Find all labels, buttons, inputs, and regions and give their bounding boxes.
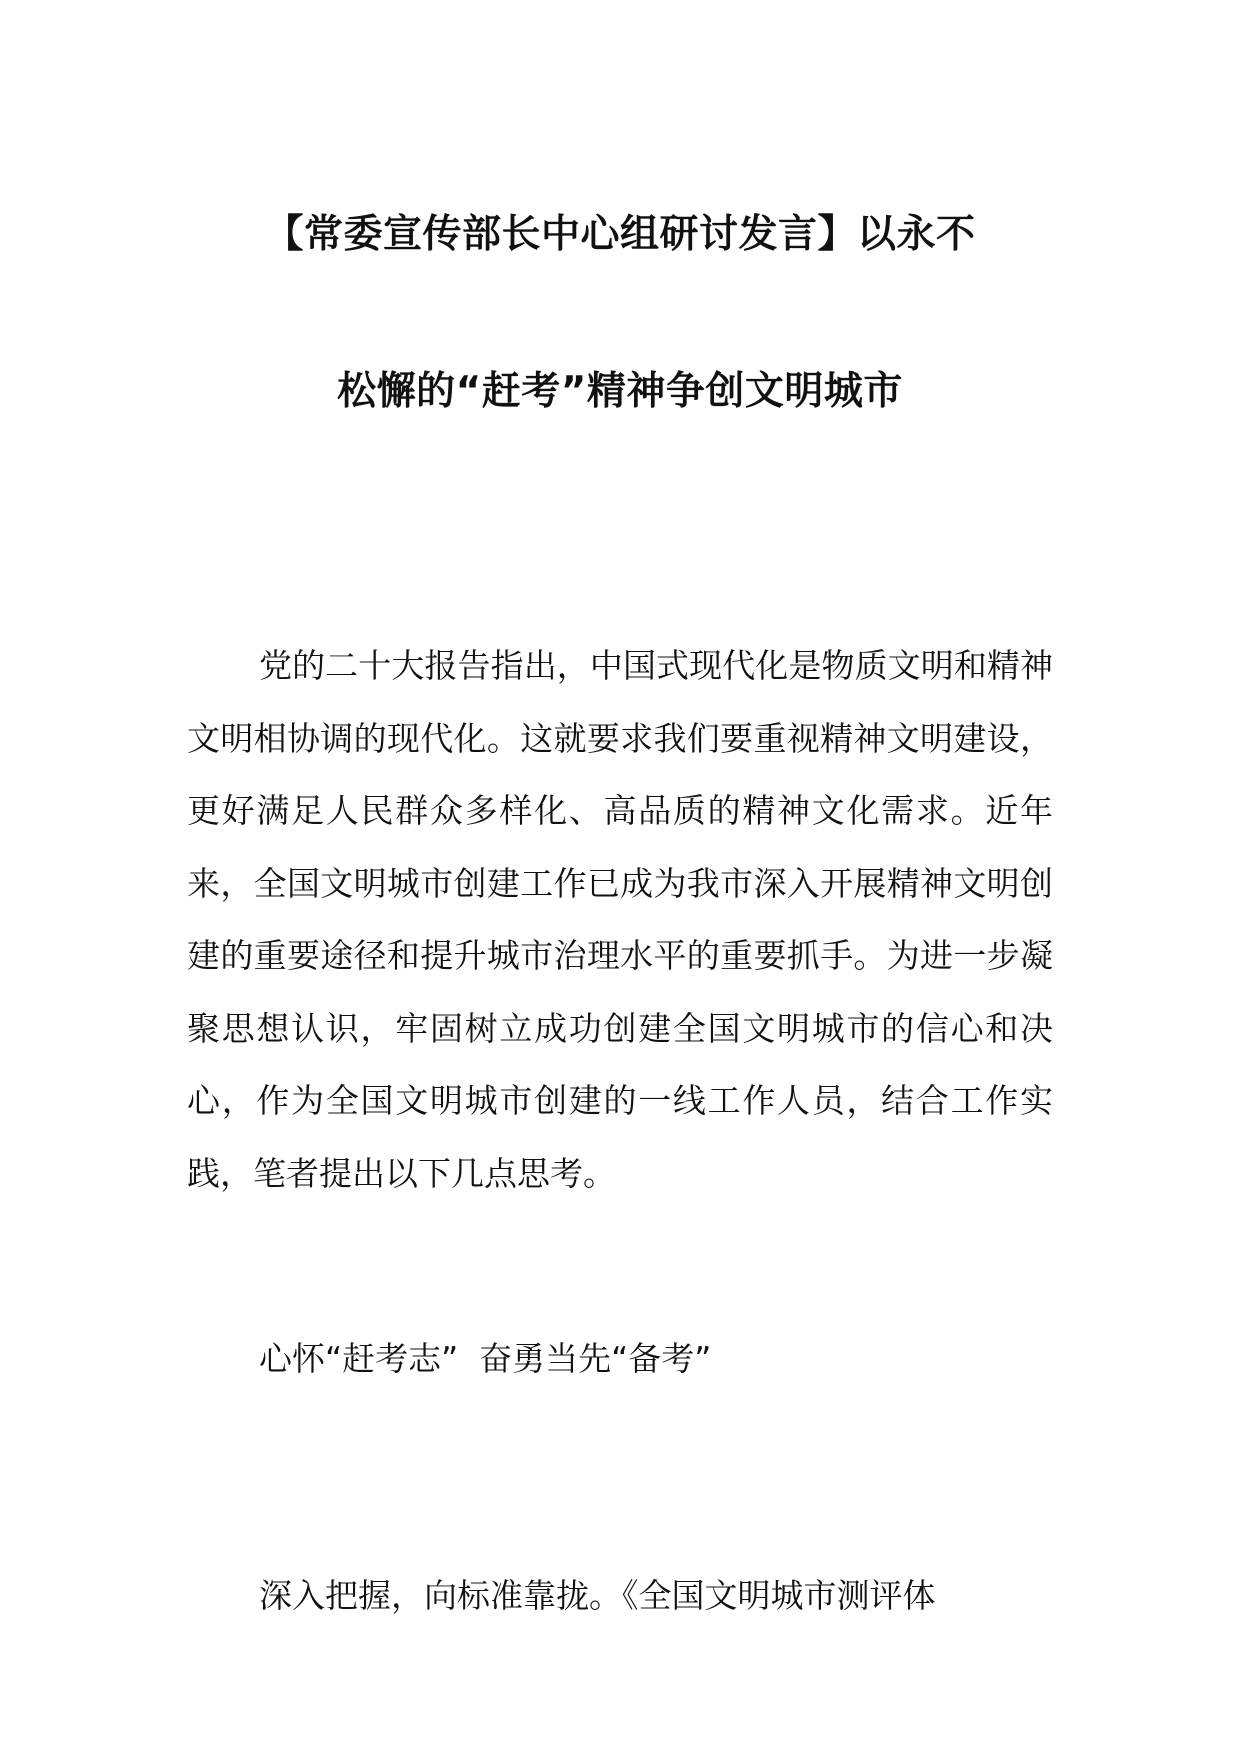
- section-subheading: 心怀“赶考志” 奋勇当先“备考”: [259, 1339, 712, 1378]
- body-paragraph-second: 深入把握，向标准靠拢。《全国文明城市测评体: [259, 1576, 936, 1615]
- document-title-line-1: 【常委宣传部长中心组研讨发言】以永不: [264, 212, 976, 257]
- document-title-line-2: 松懈的“赶考”精神争创文明城市: [337, 369, 903, 414]
- body-paragraph-intro: 党的二十大报告指出，中国式现代化是物质文明和精神文明相协调的现代化。这就要求我们要重视精神文明建设，更好满足人民群众多样化、高品质的精神文化需求。近年来，全国文明城市创建工作已成为我市深入开展精神文明创建的重要途径和提升城市治理水平的重要抓手。为进一步凝聚思想认识，牢固树立成功创建全国文明城市的信心和决心，作为全国文明城市创建的一线工作人员，结合工作实践，笔者提出以下几点思考。: [187, 646, 1053, 1193]
